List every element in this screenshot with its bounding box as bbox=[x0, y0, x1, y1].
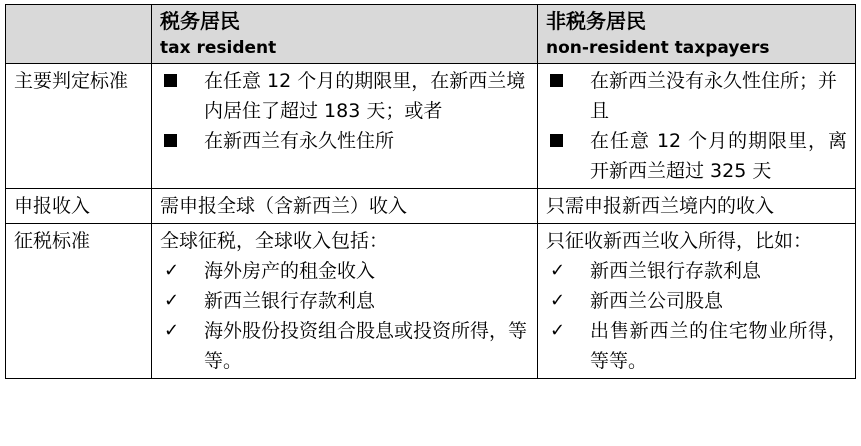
tax-standard-resident-cell bbox=[152, 224, 538, 379]
declared-income-resident: 需申报全球（含新西兰）收入 bbox=[152, 189, 538, 224]
checkmark-icon: ✓ bbox=[550, 320, 566, 341]
tax-standard-non-resident-list bbox=[546, 256, 847, 376]
list-item-text: 在任意 12 个月的期限里，在新西兰境内居住了超过 183 天；或者 bbox=[204, 70, 526, 122]
list-item-text: 新西兰银行存款利息 bbox=[590, 260, 762, 282]
tax-standard-resident-intro: 全球征税，全球收入包括： bbox=[160, 230, 389, 252]
checkmark-icon: ✓ bbox=[164, 320, 180, 341]
criteria-non-resident-cell bbox=[538, 64, 856, 189]
header-row bbox=[6, 5, 856, 64]
table-row bbox=[6, 224, 856, 379]
header-resident-en: tax resident bbox=[160, 38, 277, 58]
list-item bbox=[546, 126, 847, 186]
checkmark-icon: ✓ bbox=[550, 260, 566, 281]
list-item-text: 在新西兰没有永久性住所；并且 bbox=[590, 70, 838, 122]
black-square-icon bbox=[550, 126, 580, 156]
header-empty-cell bbox=[6, 5, 152, 64]
row-label-tax-standard: 征税标准 bbox=[6, 224, 152, 379]
list-item bbox=[160, 316, 529, 376]
list-item bbox=[546, 66, 847, 126]
criteria-resident-list bbox=[160, 66, 529, 156]
tax-standard-resident-list bbox=[160, 256, 529, 376]
tax-standard-non-resident-cell bbox=[538, 224, 856, 379]
list-item-text: 在任意 12 个月的期限里，离开新西兰超过 325 天 bbox=[590, 130, 847, 182]
list-item bbox=[546, 256, 847, 286]
tax-residency-table bbox=[5, 4, 856, 379]
black-square-icon bbox=[164, 126, 194, 156]
list-item-text: 海外股份投资组合股息或投资所得，等等。 bbox=[204, 320, 528, 372]
list-item bbox=[160, 286, 529, 316]
list-item-text: 在新西兰有永久性住所 bbox=[204, 130, 395, 152]
checkmark-icon: ✓ bbox=[550, 290, 566, 311]
header-resident bbox=[152, 5, 538, 64]
tax-standard-non-resident-intro: 只征收新西兰收入所得，比如： bbox=[546, 230, 813, 252]
table-row bbox=[6, 189, 856, 224]
header-non-resident-en: non-resident taxpayers bbox=[546, 38, 770, 58]
checkmark-icon: ✓ bbox=[164, 290, 180, 311]
list-item bbox=[546, 286, 847, 316]
list-item-text: 海外房产的租金收入 bbox=[204, 260, 376, 282]
list-item bbox=[160, 126, 529, 156]
header-non-resident-zh: 非税务居民 bbox=[546, 9, 646, 33]
list-item-text: 新西兰公司股息 bbox=[590, 290, 724, 312]
header-non-resident bbox=[538, 5, 856, 64]
list-item-text: 出售新西兰的住宅物业所得，等等。 bbox=[590, 320, 847, 372]
checkmark-icon: ✓ bbox=[164, 260, 180, 281]
table-row bbox=[6, 64, 856, 189]
black-square-icon bbox=[550, 66, 580, 96]
black-square-icon bbox=[164, 66, 194, 96]
list-item-text: 新西兰银行存款利息 bbox=[204, 290, 376, 312]
criteria-non-resident-list bbox=[546, 66, 847, 186]
criteria-resident-cell bbox=[152, 64, 538, 189]
header-resident-zh: 税务居民 bbox=[160, 9, 240, 33]
declared-income-non-resident: 只需申报新西兰境内的收入 bbox=[538, 189, 856, 224]
row-label-declared-income: 申报收入 bbox=[6, 189, 152, 224]
list-item bbox=[160, 256, 529, 286]
list-item bbox=[160, 66, 529, 126]
row-label-criteria: 主要判定标准 bbox=[6, 64, 152, 189]
list-item bbox=[546, 316, 847, 376]
